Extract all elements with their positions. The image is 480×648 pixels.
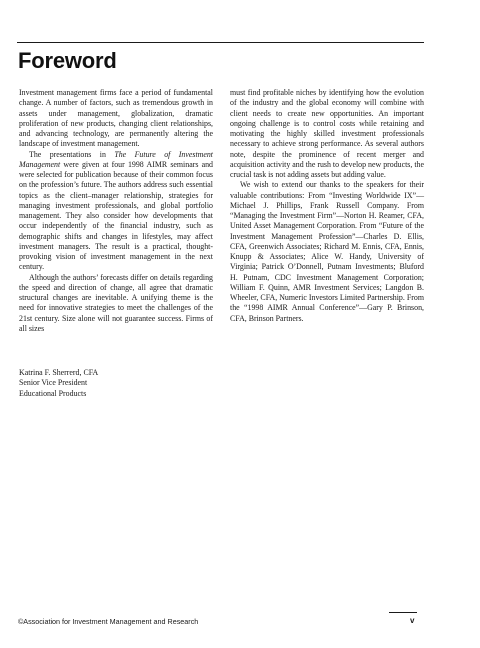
- left-column: [19, 88, 213, 334]
- right-column: [230, 88, 424, 324]
- signature-name: Katrina F. Sherrerd, CFA: [19, 368, 99, 377]
- paragraph-text: The presentations in: [29, 149, 115, 159]
- signature-role: Senior Vice President: [19, 378, 88, 388]
- paragraph: must find profitable niches by identifying how the evolution of the industry and the global economy will combine with client needs to create new opportunities. An important ongoing challenge is to control costs while retaining and motivating the highly skilled investment professionals necessary to achieve strong performance. As several authors note, despite the prominence of recent merger and acquisition activity and the rush to develop new products, the crucial task is not adding assets but adding value.: [230, 88, 424, 179]
- page-title: Foreword: [18, 48, 117, 73]
- paragraph-text: were given at four 1998 AIMR seminars and were selected for publication because of their common focus on the profession’s future. The authors address such essential topics as the client–manager relationship, strategies for managing investment professionals, and global portfolio management. They also consider how developments that occur independently of the financial industry, such as demographic shifts and changes in lifestyles, may affect investment managers. The result is a practical, thought-provoking vision of investment management in the next century.: [19, 159, 213, 272]
- book-title: The Future of Investment Management: [19, 149, 213, 169]
- paragraph: Although the authors’ forecasts differ on details regarding the speed and direction of change, all agree that dramatic structural changes are inevitable. A unifying theme is the need for innovative strategies to meet the challenges of the 21st century. Size alone will not guarantee success. Firms of all sizes: [19, 272, 213, 333]
- signature-department: Educational Products: [19, 388, 87, 398]
- footer-rule: [389, 612, 417, 613]
- signature-block: [19, 368, 98, 399]
- paragraph: Investment management firms face a period of fundamental change. A number of factors, such as tremendous growth in assets under management, globalization, dramatic proliferation of new products, changing client relationships, and advancing technology, are permanently altering the landscape of investment management.: [19, 88, 213, 149]
- paragraph: We wish to extend our thanks to the speakers for their valuable contributions: From “Investing Worldwide IX”—Michael J. Phillips, Frank Russell Company. From “Managing the Investment Firm”—Norton H. Reamer, CFA, United Asset Management Corporation. From “Future of the Investment Management Profession”—Charles D. Ellis, CFA, Greenwich Associates; Richard M. Ennis, CFA, Ennis, Knupp & Associates; Alice W. Handy, University of Virginia; Patrick O’Donnell, Putnam Investments; Bluford H. Putnam, CDC Investment Management Corporation; William F. Quinn, AMR Investment Services; Langdon B. Wheeler, CFA, Numeric Investors Limited Partnership. From the “1998 AIMR Annual Conference”—Gary P. Brinson, CFA, Brinson Partners.: [230, 180, 424, 323]
- page-number: v: [410, 616, 415, 625]
- paragraph: [19, 150, 213, 273]
- header-rule: [17, 42, 424, 43]
- footer-copyright: ©Association for Investment Management and Research: [18, 617, 199, 626]
